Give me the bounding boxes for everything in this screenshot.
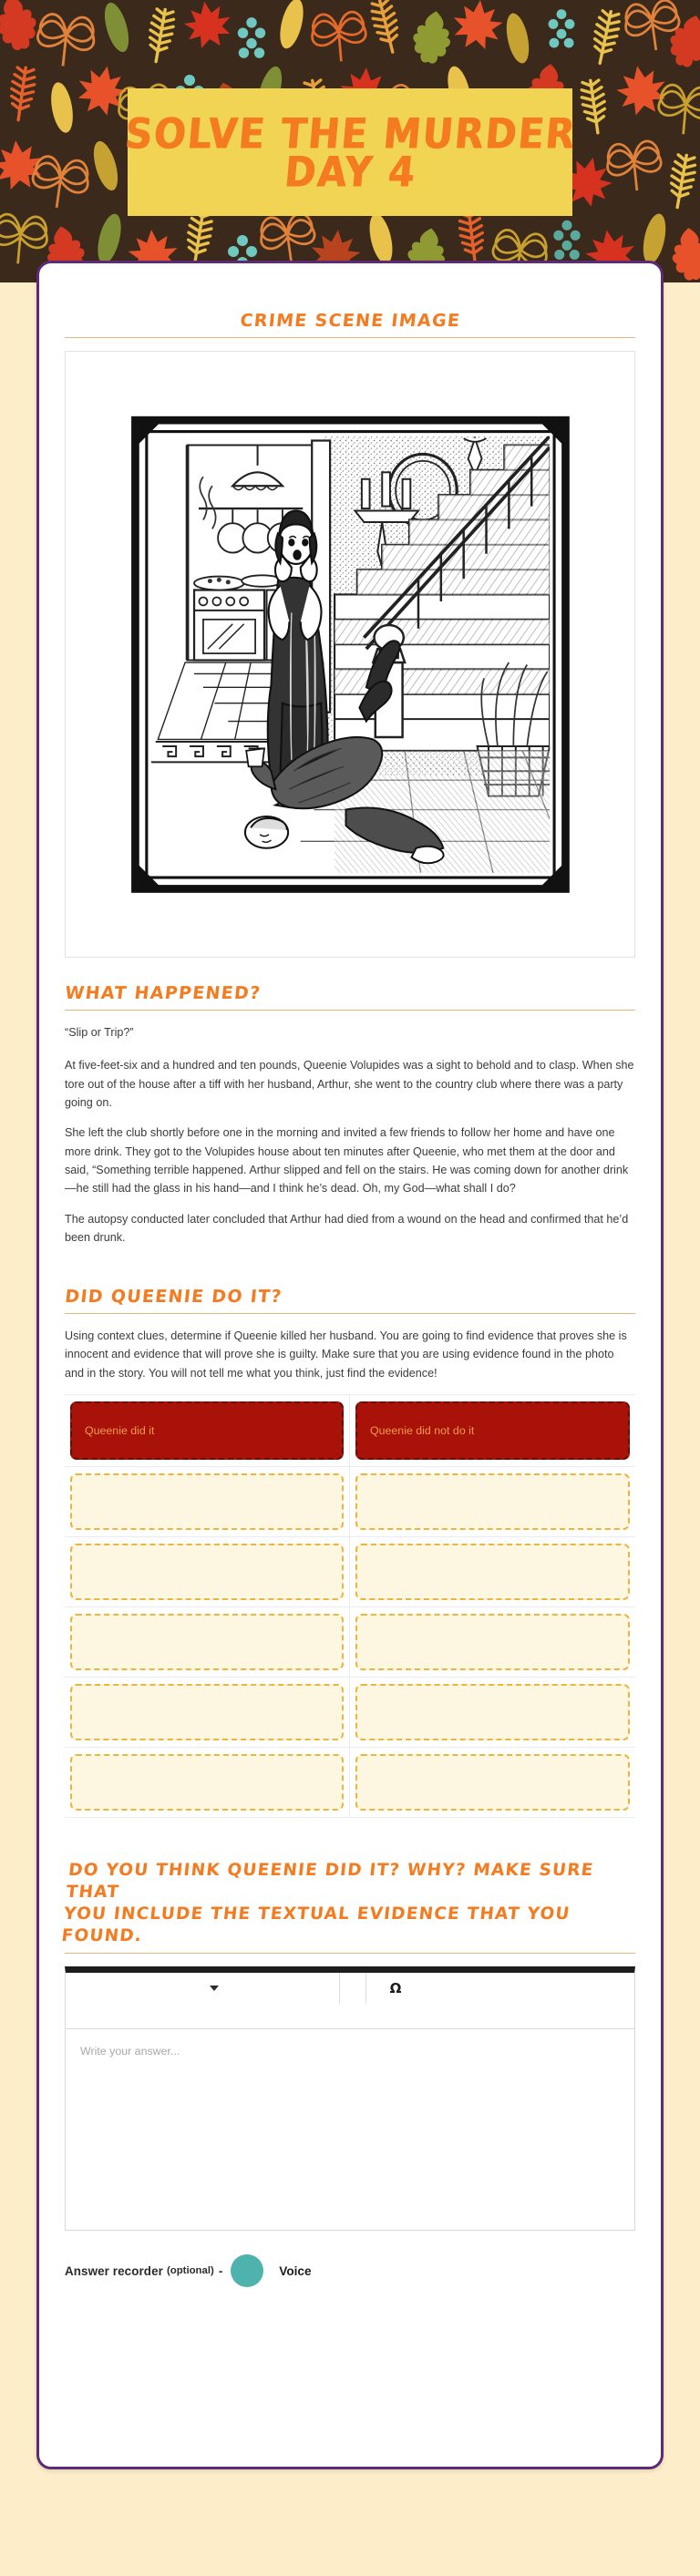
evidence-column-header-cell (65, 1395, 350, 1467)
answer-recorder-row (65, 2231, 635, 2287)
story-paragraph: At five-feet-six and a hundred and ten pounds, Queenie Volupides was a sight to behold and to clasp. When she tore out of the house after a tiff with her husband, Arthur, she went to the country club where there was a party going on. (65, 1059, 634, 1109)
evidence-blank-box[interactable] (70, 1754, 344, 1811)
evidence-blank-box[interactable] (355, 1614, 630, 1670)
final-question-heading-line-1: DO YOU THINK QUEENIE DID IT? WHY? MAKE SURE THAT (65, 1860, 595, 1903)
did-queenie-section (39, 1259, 661, 1818)
evidence-blank-box[interactable] (70, 1544, 344, 1600)
answer-recorder-dash: - (218, 2263, 223, 2278)
answer-placeholder: Write your answer... (80, 2045, 180, 2058)
evidence-cell (350, 1537, 635, 1607)
what-happened-section (39, 965, 661, 1247)
evidence-header-innocent[interactable] (355, 1401, 630, 1460)
evidence-cell (65, 1467, 350, 1537)
chevron-down-icon (210, 1986, 219, 1991)
worksheet-card (36, 261, 664, 2469)
evidence-cell (65, 1537, 350, 1607)
editor-toolbar (66, 1973, 634, 2029)
final-question-heading (60, 1860, 641, 1953)
toolbar-spacer (340, 1973, 365, 2004)
divider (65, 337, 635, 338)
page-title-line-2: DAY 4 (282, 148, 418, 197)
evidence-header-label: Queenie did not do it (370, 1423, 475, 1437)
evidence-header-guilty[interactable] (70, 1401, 344, 1460)
did-queenie-instructions: Using context clues, determine if Queenie killed her husband. You are going to find evidence that proves she is innocent and evidence that will prove she is guilty. Make sure that you are using evidence found in the photo and in the story. You will not tell me what you think, just find the evidence! (65, 1329, 627, 1380)
final-question-heading-line-2: YOU INCLUDE THE TEXTUAL EVIDENCE THAT YOU FOUND. (60, 1904, 571, 1946)
voice-label: Voice (279, 2263, 312, 2278)
did-queenie-heading: DID QUEENIE DO IT? (64, 1286, 283, 1307)
evidence-blank-box[interactable] (70, 1473, 344, 1530)
record-button-icon[interactable] (231, 2254, 263, 2287)
crime-scene-section (39, 263, 661, 958)
evidence-blank-box[interactable] (70, 1684, 344, 1740)
what-happened-heading: WHAT HAPPENED? (64, 982, 262, 1003)
answer-recorder-optional-label: (optional) (166, 2265, 214, 2277)
page-title-line-1: SOLVE THE MURDER (122, 109, 578, 159)
story-subtitle: “Slip or Trip?” (65, 1025, 134, 1039)
evidence-column-header-cell (350, 1395, 635, 1467)
special-character-label: Ω (389, 1980, 402, 1997)
evidence-cell (350, 1607, 635, 1678)
story-paragraph: She left the club shortly before one in the morning and invited a few friends to follow her home and have one more drink. They got to the Volupides house about ten minutes after Queenie, who met them at the door and said, “Something terrible happened. Arthur slipped and fell on the stairs. He was coming down for another drink—he still had the glass in his hand—and I think he’s dead. Oh, my God—what shall I do? (65, 1126, 629, 1196)
final-question-section (39, 1818, 661, 2287)
evidence-cell (65, 1748, 350, 1818)
evidence-blank-box[interactable] (355, 1684, 630, 1740)
evidence-blank-box[interactable] (355, 1544, 630, 1600)
evidence-cell (350, 1678, 635, 1748)
crime-scene-heading: CRIME SCENE IMAGE (239, 311, 462, 331)
evidence-cell (350, 1467, 635, 1537)
crime-scene-image-frame (65, 351, 635, 957)
answer-recorder-label: Answer recorder (65, 2263, 163, 2278)
evidence-blank-box[interactable] (70, 1614, 344, 1670)
rich-text-editor (65, 1966, 635, 2231)
crime-scene-illustration-icon (124, 378, 577, 931)
story-paragraph: The autopsy conducted later concluded that Arthur had died from a wound on the head and confirmed that he’d been drunk. (65, 1212, 629, 1245)
omega-icon[interactable] (366, 1973, 425, 2004)
page-title-banner (122, 88, 578, 216)
evidence-blank-box[interactable] (355, 1754, 630, 1811)
divider (65, 1953, 635, 1954)
evidence-table (65, 1394, 635, 1818)
answer-textarea[interactable] (66, 2029, 634, 2230)
evidence-cell (65, 1607, 350, 1678)
evidence-cell (350, 1748, 635, 1818)
font-select-dropdown[interactable] (66, 1973, 339, 2004)
evidence-header-label: Queenie did it (85, 1423, 155, 1437)
evidence-cell (65, 1678, 350, 1748)
slip-or-trip-crime-scene-illustration (74, 360, 626, 948)
evidence-blank-box[interactable] (355, 1473, 630, 1530)
